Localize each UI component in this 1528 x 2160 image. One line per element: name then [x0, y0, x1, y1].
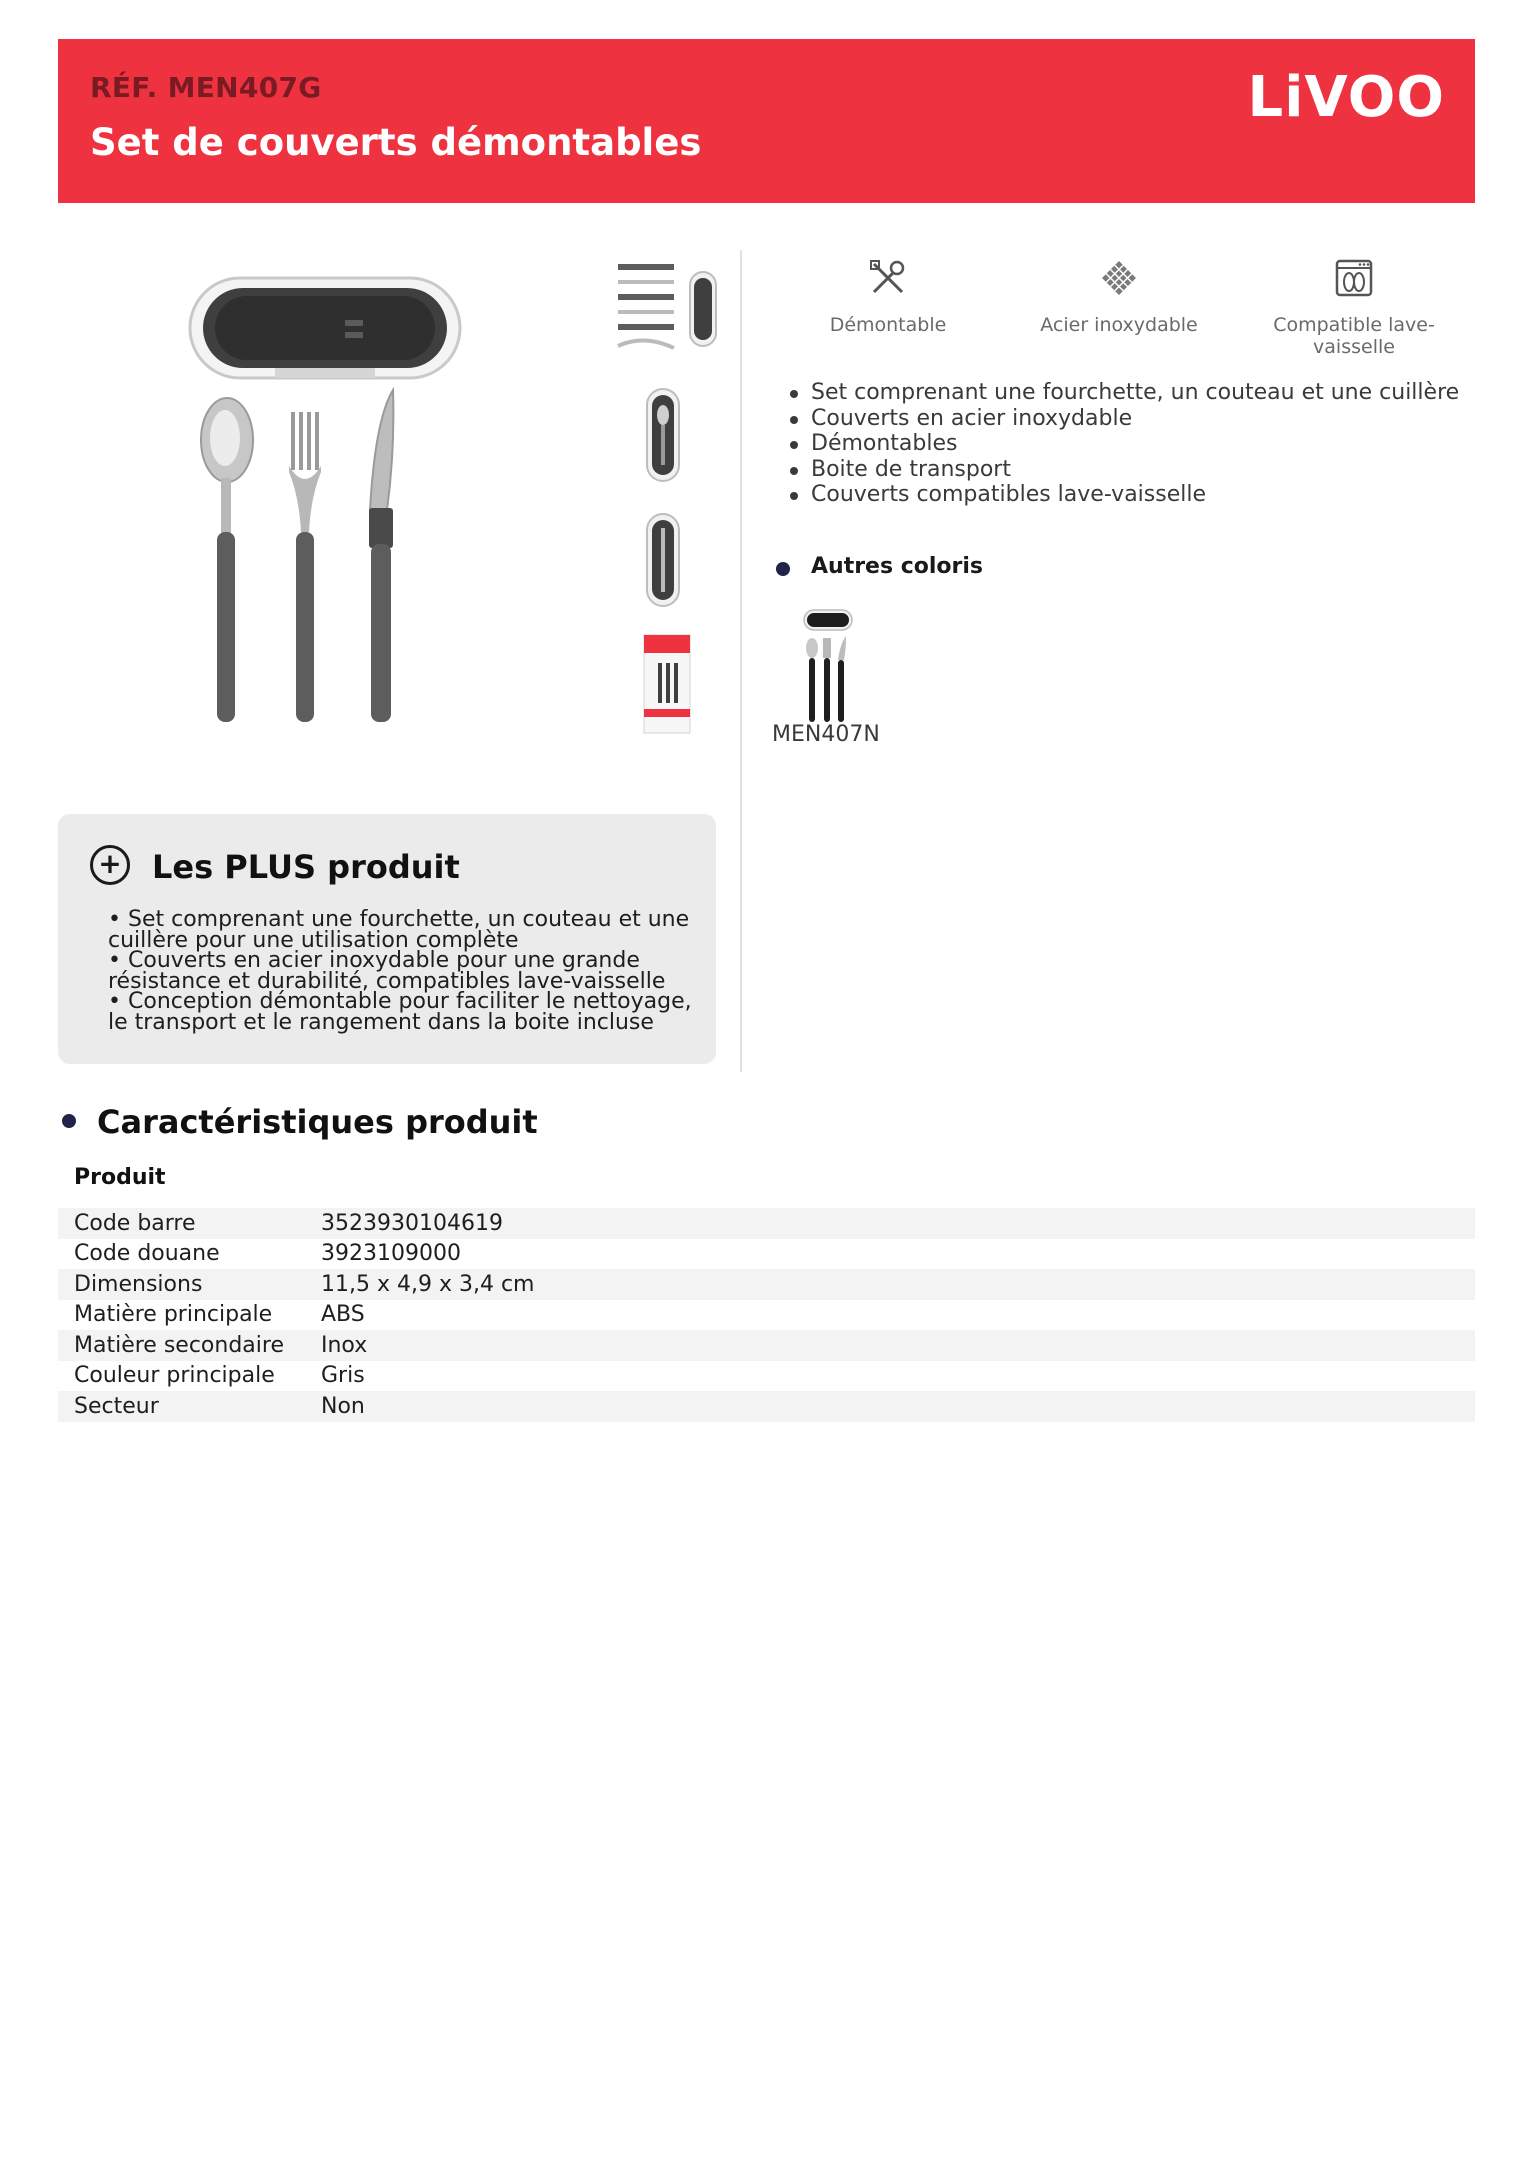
tools-icon [868, 258, 908, 298]
list-item: Couverts en acier inoxydable [790, 406, 1459, 432]
list-item: Set comprenant une fourchette, un couteau et une cuillère [790, 380, 1459, 406]
list-item: Couverts compatibles lave-vaisselle [790, 482, 1459, 508]
list-item: • Couverts en acier inoxydable pour une grande résistance et durabilité, compatibles lave-vaisselle [108, 948, 666, 994]
feature-bullet-list [790, 380, 1459, 508]
thumbnail-packaging[interactable] [604, 629, 722, 739]
other-color-ref[interactable]: MEN407N [772, 722, 880, 747]
plus-title: Les PLUS produit [152, 848, 460, 886]
product-header [58, 39, 1475, 203]
product-reference: RÉF. MEN407G [90, 71, 322, 104]
product-title: Set de couverts démontables [90, 121, 702, 164]
table-key: Couleur principale [74, 1363, 275, 1389]
plus-list [108, 907, 698, 1035]
characteristics-subtitle: Produit [74, 1165, 166, 1190]
table-row [58, 1269, 1475, 1300]
feature-label: Compatible lave-vaisselle [1273, 314, 1435, 358]
thumbnail-strip [604, 254, 722, 754]
main-product-image [175, 260, 475, 740]
table-key: Code barre [58, 1208, 321, 1239]
feature-label: Acier inoxydable [1040, 314, 1198, 336]
table-key: Matière secondaire [58, 1330, 321, 1361]
other-color-thumbnail[interactable] [792, 608, 862, 724]
table-row [58, 1239, 1475, 1270]
table-value: 3523930104619 [321, 1208, 1475, 1239]
list-item: Boite de transport [790, 457, 1459, 483]
table-key: Matière principale [74, 1302, 273, 1328]
table-key: Code douane [74, 1241, 220, 1267]
table-value: Gris [321, 1363, 365, 1389]
table-row [58, 1330, 1475, 1361]
table-value: Inox [321, 1330, 1475, 1361]
list-item-text: Set comprenant une fourchette, un couteau et une cuillère pour une utilisation complète [108, 907, 690, 953]
brand-logo: LiVOO [1247, 65, 1445, 130]
table-row [58, 1300, 1475, 1331]
table-key: Dimensions [58, 1269, 321, 1300]
list-item-text: Couverts en acier inoxydable pour une grande résistance et durabilité, compatibles lave-vaisselle [108, 948, 666, 994]
list-item: • Set comprenant une fourchette, un couteau et une cuillère pour une utilisation complète [108, 907, 690, 953]
thumbnail-1[interactable] [604, 254, 722, 364]
characteristics-table [58, 1208, 1475, 1422]
column-divider [740, 250, 742, 1072]
table-row [58, 1208, 1475, 1239]
steel-grid-icon [1099, 258, 1139, 298]
table-key: Secteur [58, 1391, 321, 1422]
section-bullet-icon [776, 562, 790, 576]
feature-icons [778, 258, 1478, 358]
dishwasher-icon [1334, 258, 1374, 298]
list-item-text: Conception démontable pour faciliter le nettoyage, le transport et le rangement dans la boite incluse [108, 989, 692, 1035]
plus-circle-icon: + [90, 845, 130, 885]
feature-dishwasher [1244, 258, 1464, 358]
table-value: 3923109000 [321, 1241, 461, 1267]
list-item: • Conception démontable pour faciliter le nettoyage, le transport et le rangement dans la boite incluse [108, 989, 692, 1035]
feature-stainless-steel [1009, 258, 1229, 336]
characteristics-title: Caractéristiques produit [97, 1103, 538, 1141]
feature-label: Démontable [829, 314, 947, 336]
table-value: Non [321, 1391, 1475, 1422]
section-bullet-icon [62, 1114, 76, 1128]
table-row [58, 1391, 1475, 1422]
feature-dismountable [778, 258, 998, 336]
product-plus-box [58, 814, 716, 1064]
list-item: Démontables [790, 431, 1459, 457]
thumbnail-2[interactable] [604, 379, 722, 489]
thumbnail-3[interactable] [604, 504, 722, 614]
other-colors-title: Autres coloris [811, 554, 984, 579]
table-value: ABS [321, 1302, 365, 1328]
table-row [58, 1361, 1475, 1392]
table-value: 11,5 x 4,9 x 3,4 cm [321, 1269, 1475, 1300]
